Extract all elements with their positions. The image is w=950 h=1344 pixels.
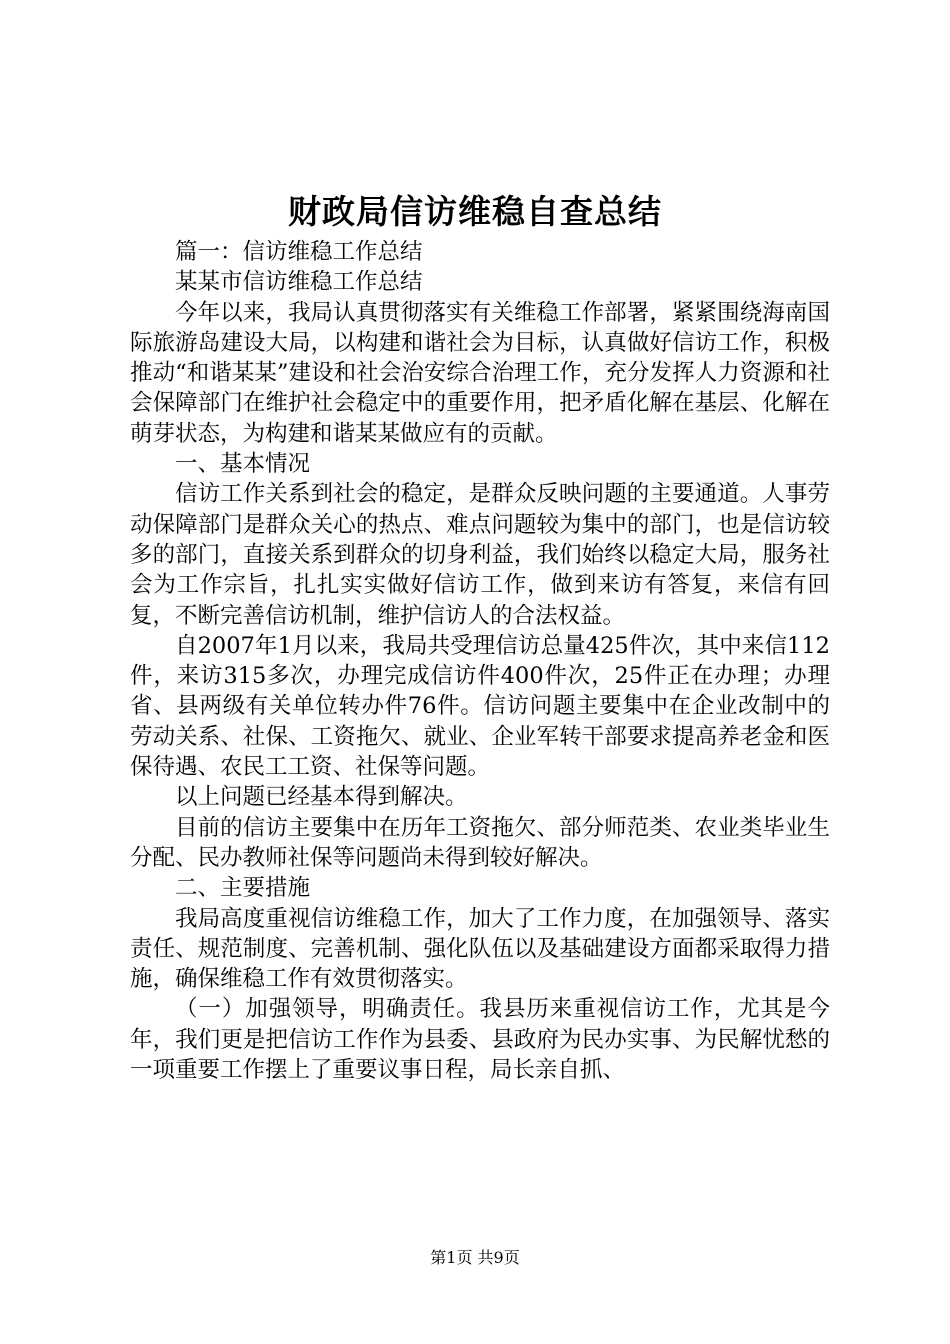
- subtitle: 某某市信访维稳工作总结: [175, 269, 423, 296]
- section-heading: 篇一：信访维稳工作总结: [175, 239, 423, 265]
- paragraph: 自2007年1月以来，我局共受理信访总量425件次，其中来信112件，来访315多次，办理完成信访件400件次，25件正在办理；办理省、县两级有关单位转办件76件。信访问题主要集中在企业改制中的劳动关系、社保、工资拖欠、就业、企业军转干部要求提高养老金和医保待遇、农民工工资、社保等问题。: [130, 632, 830, 781]
- paragraph: 我局高度重视信访维稳工作，加大了工作力度，在加强领导、落实责任、规范制度、完善机制、强化队伍以及基础建设方面都采取得力措施，确保维稳工作有效贯彻落实。: [130, 905, 830, 993]
- paragraph: 以上问题已经基本得到解决。: [175, 784, 468, 811]
- section-heading: 二、主要措施: [175, 875, 311, 902]
- paragraph: 信访工作关系到社会的稳定，是群众反映问题的主要通道。人事劳动保障部门是群众关心的热点、难点问题较为集中的部门，也是信访较多的部门，直接关系到群众的切身利益，我们始终以稳定大局，服务社会为工作宗旨，扎扎实实做好信访工作，做到来访有答复，来信有回复，不断完善信访机制，维护信访人的合法权益。: [130, 481, 830, 629]
- page-number: 第1页 共9页: [430, 1248, 520, 1267]
- document-body: [130, 237, 830, 1085]
- section-heading: 一、基本情况: [175, 451, 311, 478]
- paragraph: 目前的信访主要集中在历年工资拖欠、部分师范类、农业类毕业生分配、民办教师社保等问题尚未得到较好解决。: [130, 814, 830, 871]
- paragraph: （一）加强领导，明确责任。我县历来重视信访工作，尤其是今年，我们更是把信访工作作为县委、县政府为民办实事、为民解忧愁的一项重要工作摆上了重要议事日程，局长亲自抓、: [130, 996, 830, 1084]
- document-title: 财政局信访维稳自查总结: [288, 192, 662, 231]
- paragraph: 今年以来，我局认真贯彻落实有关维稳工作部署，紧紧围绕海南国际旅游岛建设大局，以构建和谐社会为目标，认真做好信访工作，积极推动“和谐某某”建设和社会治安综合治理工作，充分发挥人力资源和社会保障部门在维护社会稳定中的重要作用，把矛盾化解在基层、化解在萌芽状态，为构建和谐某某做应有的贡献。: [130, 299, 830, 447]
